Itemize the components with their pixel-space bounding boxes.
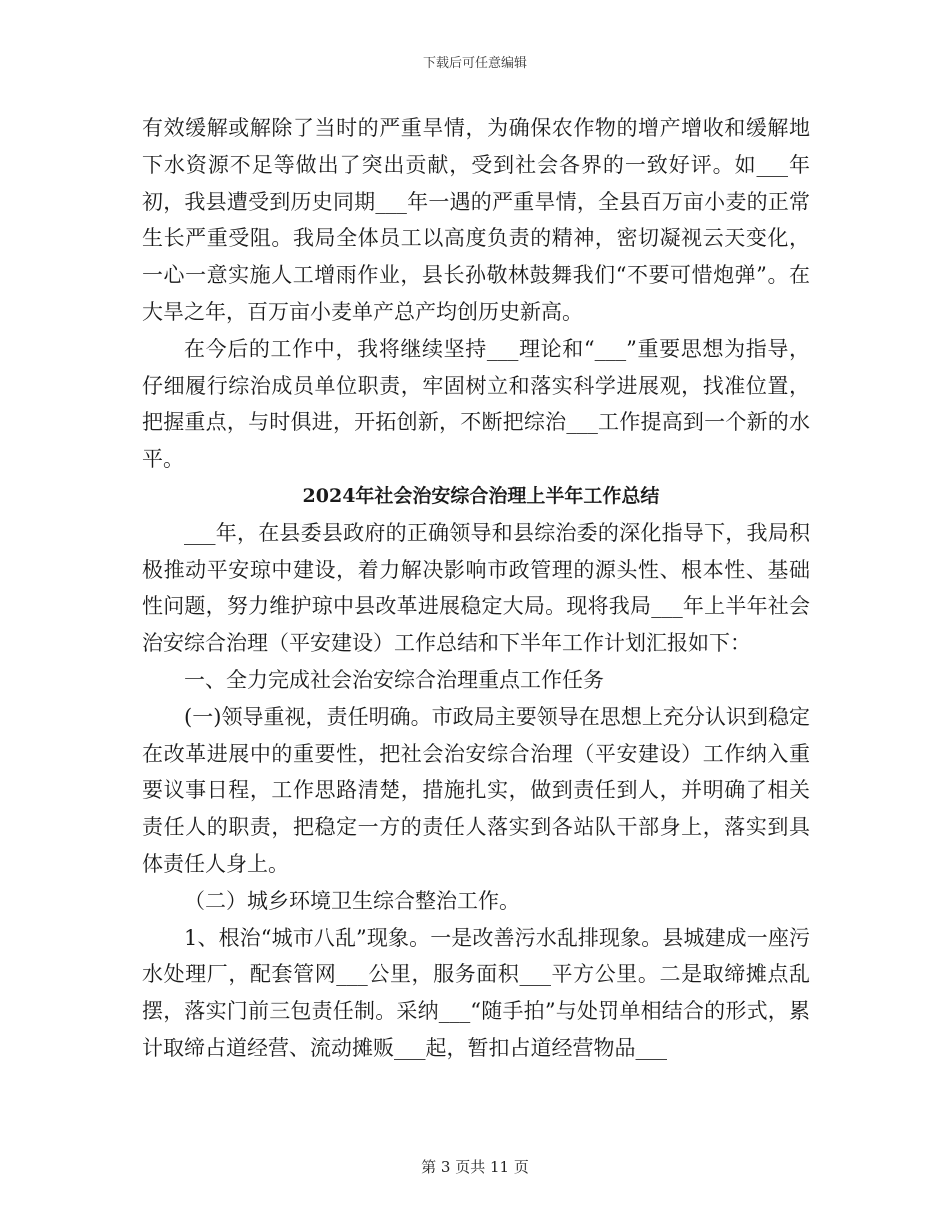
paragraph-6-heading: （二）城乡环境卫生综合整治工作。 — [184, 888, 520, 913]
paragraph-1: 有效缓解或解除了当时的严重旱情，为确保农作物的增产增收和缓解地下水资源不足等做出了突出贡献，受到社会各界的一致好评。如___年初，我县遭受到历史同期___年一遇的严重旱情，全县百万亩小麦的正常生长严重受阻。我局全体员工以高度负责的精神，密切凝视云天变化，一心一意实施人工增雨作业，县长孙敬林鼓舞我们“不要可惜炮弹”。在大旱之年，百万亩小麦单产总产均创历史新高。 — [142, 116, 810, 324]
paragraph-5: (一)领导重视，责任明确。市政局主要领导在思想上充分认识到稳定在改革进展中的重要性，把社会治安综合治理（平安建设）工作纳入重要议事日程，工作思路清楚，措施扎实，做到责任到人，并明确了相关责任人的职责，把稳定一方的责任人落实到各站队干部身上，落实到具体责任人身上。 — [142, 704, 810, 876]
paragraph-3: ___年，在县委县政府的正确领导和县综治委的深化指导下，我局积极推动平安琼中建设，着力解决影响市政管理的源头性、根本性、基础性问题，努力维护琼中县改革进展稳定大局。现将我局___年上半年社会治安综合治理（平安建设）工作总结和下半年工作计划汇报如下： — [142, 520, 810, 656]
paragraph-7: 1、根治“城市八乱”现象。一是改善污水乱排现象。县城建成一座污水处理厂，配套管网___公里，服务面积___平方公里。二是取缔摊点乱摆，落实门前三包责任制。采纳___“随手拍”与处罚单相结合的形式，累计取缔占道经营、流动摊贩___起，暂扣占道经营物品___ — [142, 925, 810, 1060]
paragraph-2: 在今后的工作中，我将继续坚持___理论和“___”重要思想为指导，仔细履行综治成员单位职责，牢固树立和落实科学进展观，找准位置，把握重点，与时俱进，开拓创新，不断把综治___工作提高到一个新的水平。 — [142, 336, 810, 472]
page-header: 下载后可任意编辑 — [422, 56, 527, 71]
paragraph-4-heading: 一、全力完成社会治安综合治理重点工作任务 — [184, 667, 604, 692]
section-title: 2024年社会治安综合治理上半年工作总结 — [302, 484, 660, 507]
document-body — [142, 110, 810, 1067]
page-footer: 第 3 页共 11 页 — [421, 1158, 529, 1176]
